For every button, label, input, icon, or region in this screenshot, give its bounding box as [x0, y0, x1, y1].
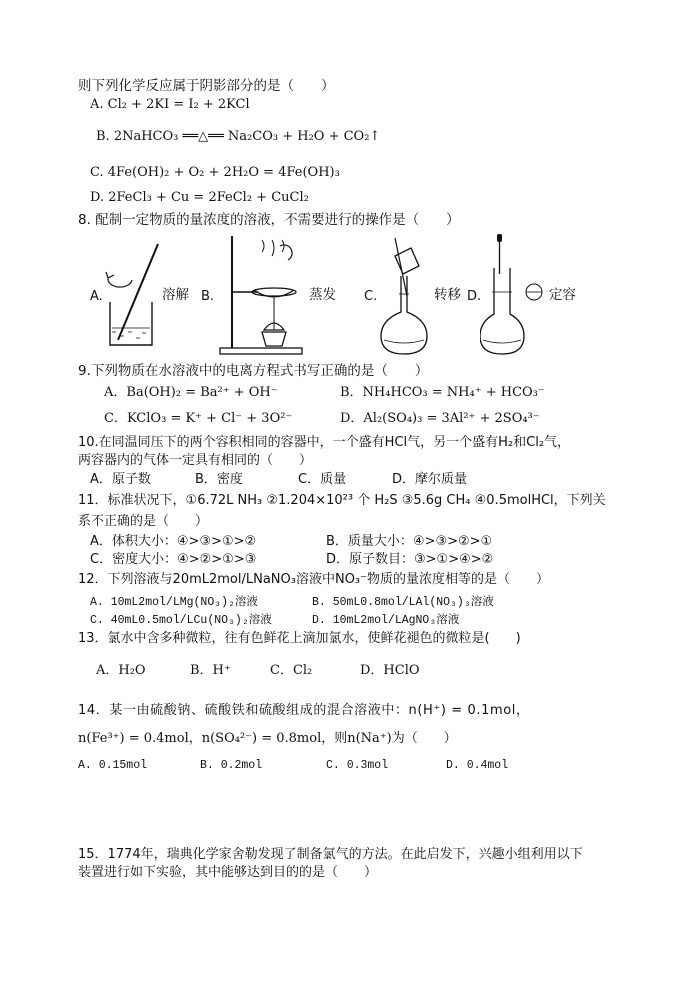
beaker-dissolve-icon: [96, 240, 164, 350]
q12-option-a: A. 10mL2mol/LMg(NO₃)₂溶液: [90, 596, 258, 609]
q8-c-letter: C.: [364, 289, 378, 304]
q13-option-c: C．Cl₂: [270, 663, 313, 678]
q12-stem: 12．下列溶液与20mL2mol/LNaNO₃溶液中NO₃⁻物质的量浓度相等的是（ ）: [78, 572, 550, 587]
dropper-flask-icon: [480, 230, 548, 360]
q8-d-label: 定容: [549, 287, 576, 303]
q7-option-d: D. 2FeCl₃ + Cu = 2FeCl₂ + CuCl₂: [90, 190, 309, 205]
q8-a-label: 溶解: [162, 287, 189, 303]
q8-a-letter: A.: [90, 289, 103, 304]
q8-d-letter: D.: [467, 289, 482, 304]
q9-option-b: B．NH₄HCO₃ = NH₄⁺ + HCO₃⁻: [340, 385, 545, 400]
q8-stem: 8. 配制一定物质的量浓度的溶液，不需要进行的操作是（ ）: [78, 212, 460, 228]
q11-option-b: B．质量大小：④>③>②>①: [326, 534, 493, 549]
q8-b-letter: B.: [201, 289, 215, 304]
q7-option-a: A. Cl₂ + 2KI = I₂ + 2KCl: [90, 97, 250, 112]
q10-stem-line1: 10.在同温同压下的两个容积相同的容器中，一个盛有HCl气，另一个盛有H₂和Cl₂气，: [78, 435, 571, 450]
q14-stem-line1: 14．某一由硫酸钠、硫酸铁和硫酸组成的混合溶液中：n(H⁺) = 0.1mol，: [78, 703, 530, 718]
evaporation-setup-icon: [218, 232, 306, 356]
q12-option-d: D. 10mL2mol/LAgNO₃溶液: [312, 614, 460, 627]
q11-option-a: A．体积大小：④>③>①>②: [90, 534, 257, 549]
q13-option-a: A．H₂O: [96, 663, 146, 678]
q9-option-c: C．KClO₃ = K⁺ + Cl⁻ + 3O²⁻: [104, 411, 293, 426]
q14-option-d: D. 0.4mol: [446, 759, 509, 772]
q14-option-b: B. 0.2mol: [200, 759, 263, 772]
q14-option-c: C. 0.3mol: [326, 759, 389, 772]
q10-option-b: B．密度: [195, 472, 243, 487]
q14-stem-line2: n(Fe³⁺) = 0.4mol，n(SO₄²⁻) = 0.8mol，则n(Na⁺)为（ ）: [78, 731, 457, 746]
q15-stem-line2: 装置进行如下实验，其中能够达到目的的是（ ）: [78, 865, 378, 880]
transfer-flask-icon: [375, 236, 433, 360]
q7-option-b: B. 2NaHCO₃ ══△══ Na₂CO₃ + H₂O + CO₂↑: [96, 129, 381, 144]
q13-option-d: D．HClO: [360, 663, 420, 678]
q10-stem-line2: 两容器内的气体一定具有相同的（ ）: [78, 453, 313, 468]
q9-option-a: A．Ba(OH)₂ = Ba²⁺ + OH⁻: [104, 385, 278, 400]
q11-option-c: C．密度大小：④>②>①>③: [90, 552, 257, 567]
q12-option-b: B. 50mL0.8mol/LAl(NO₃)₃溶液: [312, 596, 494, 609]
q9-option-d: D．Al₂(SO₄)₃ = 3Al²⁺ + 2SO₄³⁻: [340, 411, 540, 426]
q8-c-label: 转移: [434, 287, 461, 303]
q13-option-b: B．H⁺: [190, 663, 231, 678]
q14-option-a: A. 0.15mol: [78, 759, 148, 772]
q11-stem-line1: 11．标准状况下，①6.72L NH₃ ②1.204×10²³ 个 H₂S ③5.6g CH₄ ④0.5molHCl，下列关: [78, 493, 606, 508]
q10-option-c: C．质量: [298, 472, 347, 487]
q11-option-d: D．原子数目：③>①>④>②: [326, 552, 494, 567]
q11-stem-line2: 系不正确的是（ ）: [78, 514, 209, 529]
q13-stem: 13．氯水中含多种微粒，往有色鲜花上滴加氯水，使鲜花褪色的微粒是( ): [78, 631, 521, 646]
q10-option-a: A．原子数: [90, 472, 151, 487]
q7-option-c: C. 4Fe(OH)₂ + O₂ + 2H₂O = 4Fe(OH)₃: [90, 165, 340, 180]
q15-stem-line1: 15．1774年，瑞典化学家舍勒发现了制备氯气的方法。在此启发下，兴趣小组利用以下: [78, 847, 583, 862]
q10-option-d: D．摩尔质量: [392, 472, 468, 487]
q12-option-c: C. 40mL0.5mol/LCu(NO₃)₂溶液: [90, 614, 272, 627]
q7-stem: 则下列化学反应属于阴影部分的是（ ）: [78, 78, 335, 94]
q9-stem: 9.下列物质在水溶液中的电离方程式书写正确的是（ ）: [78, 363, 429, 379]
q8-b-label: 蒸发: [309, 287, 336, 303]
